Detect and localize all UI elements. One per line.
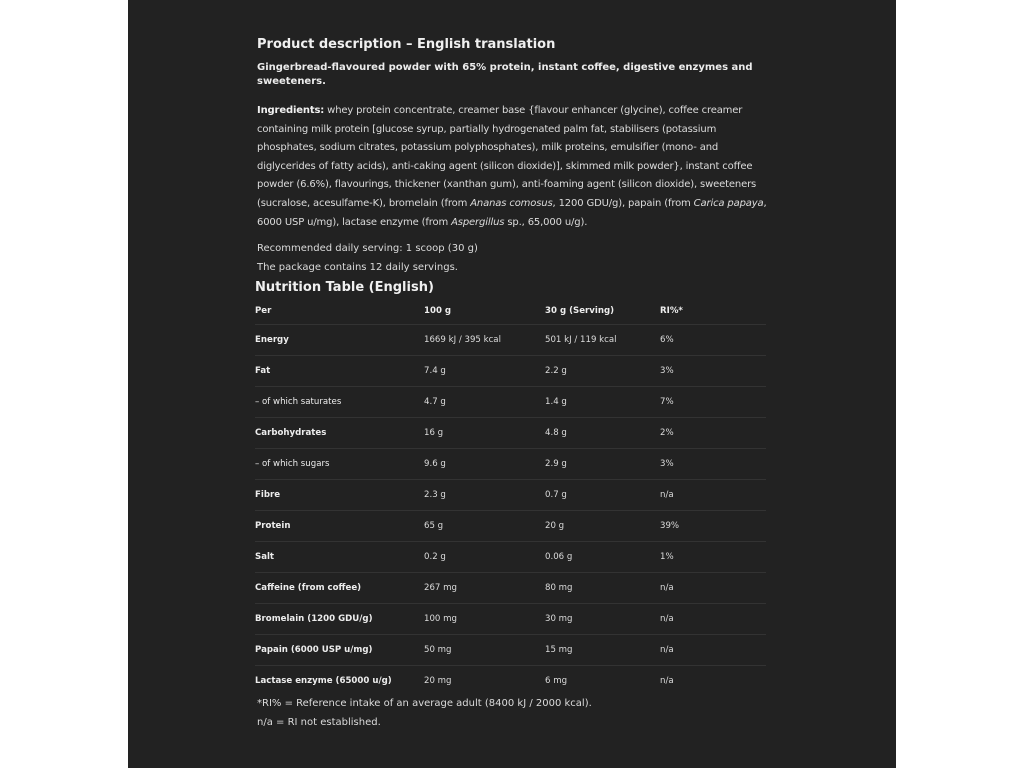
ingredients-part: sp., 65,000 u/g). <box>504 216 588 228</box>
table-row <box>255 604 766 635</box>
value-100g: 4.7 g <box>424 387 545 418</box>
value-serving: 0.7 g <box>545 480 660 511</box>
value-100g: 267 mg <box>424 573 545 604</box>
value-serving: 2.9 g <box>545 449 660 480</box>
value-serving: 4.8 g <box>545 418 660 449</box>
value-ri: 3% <box>660 449 766 480</box>
table-row <box>255 635 766 666</box>
value-ri: n/a <box>660 480 766 511</box>
footnote-ri: *RI% = Reference intake of an average adult (8400 kJ / 2000 kcal). <box>257 698 592 709</box>
value-serving: 30 mg <box>545 604 660 635</box>
value-100g: 50 mg <box>424 635 545 666</box>
nutrient-name: Energy <box>255 325 424 356</box>
value-ri: n/a <box>660 573 766 604</box>
ingredients-part: , 6000 USP u/mg), lactase enzyme (from <box>257 197 767 228</box>
nutrient-name: Salt <box>255 542 424 573</box>
nutrient-name: Fat <box>255 356 424 387</box>
nutrient-name: Carbohydrates <box>255 418 424 449</box>
nutrient-name: Caffeine (from coffee) <box>255 573 424 604</box>
value-serving: 2.2 g <box>545 356 660 387</box>
table-row <box>255 666 766 697</box>
ingredients-label: Ingredients: <box>257 105 325 116</box>
value-ri: 3% <box>660 356 766 387</box>
header-ri: RI%* <box>660 300 766 325</box>
nutrient-name: – of which saturates <box>255 387 424 418</box>
nutrient-name: Fibre <box>255 480 424 511</box>
value-ri: n/a <box>660 604 766 635</box>
header-100g: 100 g <box>424 300 545 325</box>
value-100g: 1669 kJ / 395 kcal <box>424 325 545 356</box>
product-lead: Gingerbread-flavoured powder with 65% protein, instant coffee, digestive enzymes and sweeteners. <box>257 62 753 87</box>
ingredients-part: whey protein concentrate, creamer base {flavour enhancer (glycine), coffee creamer containing milk protein [glucose syrup, partially hydrogenated palm fat, stabilisers (potassium phosphates, sodium citrates, potassium polyphosphates), milk proteins, emulsifier (mono- and diglycerides of fatty acids), anti-caking agent (silicon dioxide)], skimmed milk powder}, instant coffee powder (6.6%), flavourings, thickener (xanthan gum), anti-foaming agent (silicon dioxide), sweeteners (sucralose, acesulfame-K), bromelain (from <box>257 105 757 209</box>
value-100g: 16 g <box>424 418 545 449</box>
table-header-row <box>255 300 766 325</box>
nutrient-name: Protein <box>255 511 424 542</box>
value-100g: 2.3 g <box>424 480 545 511</box>
value-serving: 501 kJ / 119 kcal <box>545 325 660 356</box>
header-serving: 30 g (Serving) <box>545 300 660 325</box>
content-panel <box>128 0 896 768</box>
ingredients-text <box>257 102 777 232</box>
value-100g: 9.6 g <box>424 449 545 480</box>
table-row <box>255 418 766 449</box>
nutrient-name: Papain (6000 USP u/mg) <box>255 635 424 666</box>
product-description <box>257 37 777 277</box>
value-100g: 20 mg <box>424 676 452 686</box>
value-ri: 6% <box>660 325 766 356</box>
nutrition-table <box>255 300 766 696</box>
table-row <box>255 387 766 418</box>
page-title: Product description – English translation <box>257 37 556 52</box>
nutrient-name: Bromelain (1200 GDU/g) <box>255 604 424 635</box>
value-ri: 39% <box>660 511 766 542</box>
value-ri: n/a <box>660 676 674 686</box>
value-100g: 7.4 g <box>424 356 545 387</box>
value-serving: 80 mg <box>545 573 660 604</box>
footnotes <box>257 694 592 732</box>
value-serving: 6 mg <box>545 676 568 686</box>
table-row <box>255 356 766 387</box>
value-serving: 20 g <box>545 511 660 542</box>
header-per: Per <box>255 300 424 325</box>
ingredients-species: Carica papaya <box>693 197 764 209</box>
table-row <box>255 511 766 542</box>
value-ri: n/a <box>660 635 766 666</box>
value-100g: 65 g <box>424 511 545 542</box>
value-100g: 100 mg <box>424 604 545 635</box>
value-ri: 1% <box>660 542 766 573</box>
ingredients-part: , 1200 GDU/g), papain (from <box>552 197 694 209</box>
value-serving: 1.4 g <box>545 387 660 418</box>
value-ri: 7% <box>660 387 766 418</box>
daily-serving: Recommended daily serving: 1 scoop (30 g) <box>257 243 478 255</box>
table-row <box>255 480 766 511</box>
ingredients-species: Aspergillus <box>451 216 505 228</box>
value-100g: 0.2 g <box>424 542 545 573</box>
value-serving: 15 mg <box>545 635 660 666</box>
value-ri: 2% <box>660 418 766 449</box>
table-row <box>255 325 766 356</box>
value-serving: 0.06 g <box>545 542 660 573</box>
package-servings: The package contains 12 daily servings. <box>257 261 458 273</box>
ingredients-species: Ananas comosus <box>470 197 553 209</box>
nutrient-name: Lactase enzyme (65000 u/g) <box>255 676 392 686</box>
footnote-na: n/a = RI not established. <box>257 717 381 728</box>
table-row <box>255 542 766 573</box>
table-row <box>255 449 766 480</box>
nutrition-title: Nutrition Table (English) <box>255 280 434 295</box>
table-row <box>255 573 766 604</box>
nutrient-name: – of which sugars <box>255 449 424 480</box>
